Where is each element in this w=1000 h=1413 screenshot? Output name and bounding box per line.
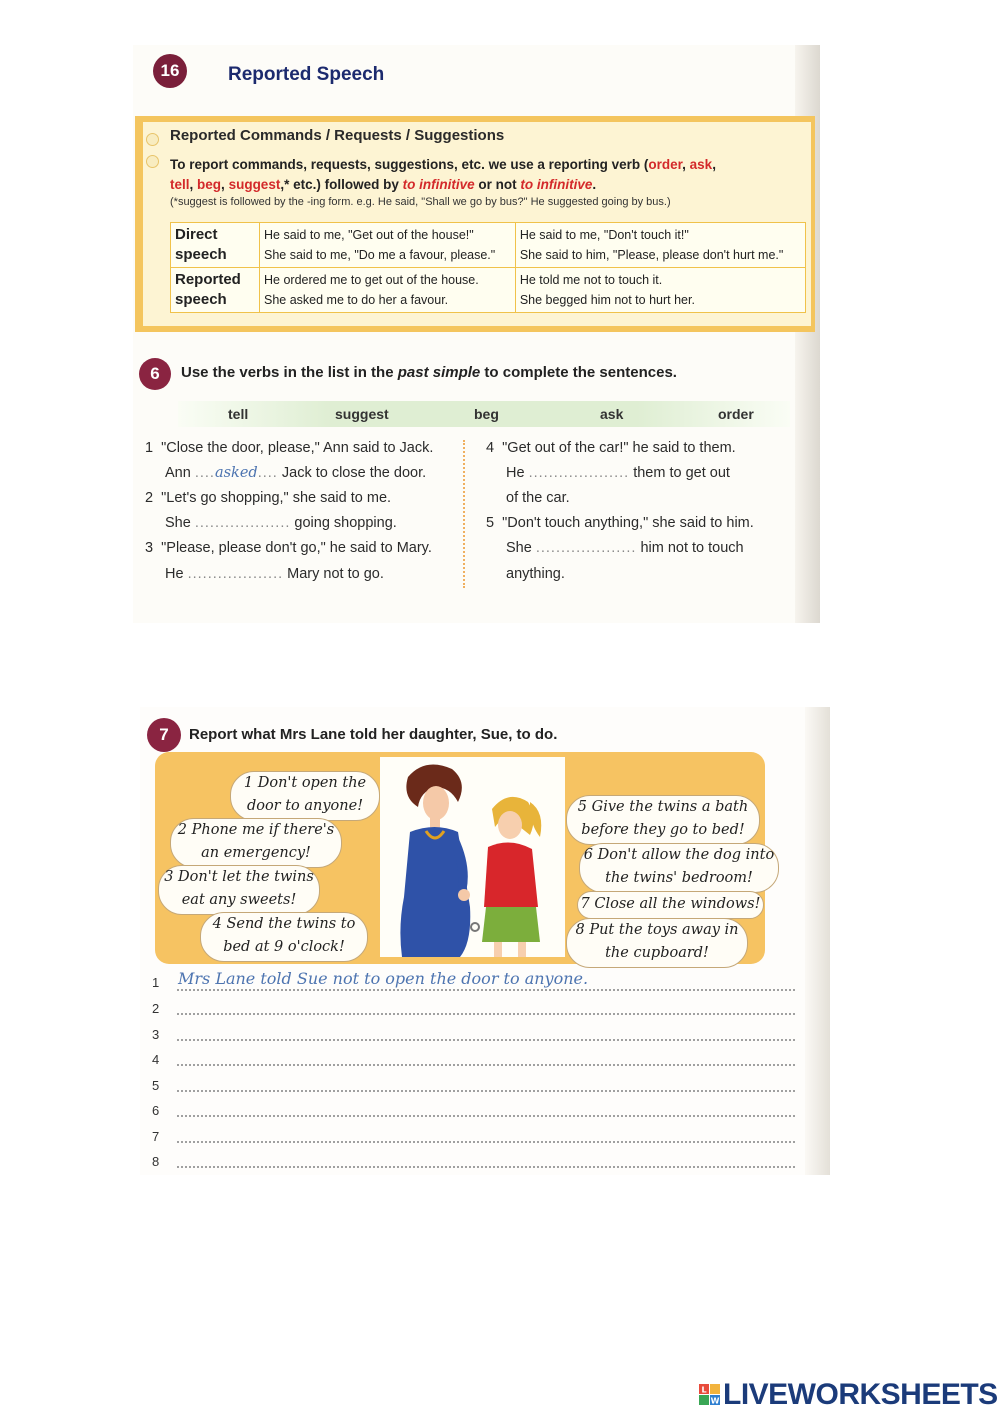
item-2-prompt: 2 "Let's go shopping," she said to me. [145,490,392,506]
exercise-7-badge: 7 [147,718,181,752]
grammar-note: (*suggest is followed by the -ing form. e.g. He said, "Shall we go by bus?" He suggested going by bus.) [170,196,671,208]
answer-number: 7 [152,1129,160,1144]
row-label: Reported speech [171,268,260,313]
item-2-answer[interactable]: ................... [194,515,291,531]
speech-bubble-5: 5 Give the twins a bath before they go to bed! [566,795,760,845]
speech-bubble-4: 4 Send the twins to bed at 9 o'clock! [200,912,368,962]
answer-number: 5 [152,1078,160,1093]
keys-icon [471,923,479,931]
answer-number: 6 [152,1103,160,1118]
logo-grid-icon [699,1384,721,1406]
logo-text: LIVEWORKSHEETS [723,1378,998,1411]
item-4-answer[interactable]: .................... [528,465,630,481]
mother-daughter-illustration [380,757,565,957]
daughter-face [498,811,522,839]
verb-ask: ask [600,406,624,422]
item-5-answer-line: She .................... him not to touch [506,540,744,556]
item-2-answer-line: She ................... going shopping. [165,515,397,531]
item-5-continuation: anything. [506,566,565,582]
answer-line-2[interactable] [177,1013,795,1015]
table-row [171,223,806,268]
item-4-prompt: 4 "Get out of the car!" he said to them. [486,440,736,456]
bullet-icon [146,133,159,146]
answer-line-4[interactable] [177,1064,795,1066]
table-cell: He told me not to touch it. She begged him not to hurt her. [515,268,805,313]
daughter-ponytail [530,802,541,837]
item-4-continuation: of the car. [506,490,570,506]
answer-line-1[interactable] [177,989,795,991]
exercise-6-instruction: Use the verbs in the list in the past simple to complete the sentences. [181,364,677,381]
item-5-prompt: 5 "Don't touch anything," she said to him. [486,515,754,531]
item-4-answer-line: He .................... them to get out [506,465,730,481]
logo-cell-w: W [710,1396,720,1406]
daughter-leg [494,942,502,957]
verb-suggest: suggest [335,406,389,422]
speech-bubble-1: 1 Don't open the door to anyone! [230,771,380,821]
answer-number: 8 [152,1154,160,1169]
answer-number: 4 [152,1052,160,1067]
table-cell: He said to me, "Get out of the house!" She said to me, "Do me a favour, please." [260,223,516,268]
answer-line-8[interactable] [177,1166,795,1168]
daughter-leg [518,942,526,957]
verb-tell: tell [228,406,249,422]
speech-bubble-8: 8 Put the toys away in the cupboard! [566,918,748,968]
verb-beg: beg [474,406,499,422]
unit-title: Reported Speech [228,64,385,85]
column-divider [463,440,465,588]
item-5-answer[interactable]: .................... [535,540,637,556]
mother-face [423,786,449,820]
speech-bubble-7: 7 Close all the windows! [577,891,764,919]
grammar-heading: Reported Commands / Requests / Suggestions [170,127,505,144]
item-1-answer[interactable]: asked [214,465,258,481]
unit-number-badge: 16 [153,54,187,88]
answer-line-5[interactable] [177,1090,795,1092]
answer-number: 1 [152,975,160,990]
answer-number: 3 [152,1027,160,1042]
table-row [171,268,806,313]
answer-number: 2 [152,1001,160,1016]
table-cell: He ordered me to get out of the house. She asked me to do her a favour. [260,268,516,313]
grammar-table [170,222,806,313]
bullet-icon [146,155,159,168]
table-cell: He said to me, "Don't touch it!" She said to him, "Please, please don't hurt me." [515,223,805,268]
verb-order: order [718,406,754,422]
item-1-answer-line: Ann ....asked.... Jack to close the door. [165,465,427,481]
page-bottom-shadow [805,707,830,1175]
daughter-top [484,842,538,907]
answer-line-6[interactable] [177,1115,795,1117]
answer-line-7[interactable] [177,1141,795,1143]
grammar-rule: To report commands, requests, suggestions, etc. we use a reporting verb (order, ask, tell, beg, suggest,* etc.) followed by to infinitive or not to infinitive. [170,157,716,192]
item-3-answer-line: He ................... Mary not to go. [165,566,384,582]
logo-cell-l: L [701,1385,707,1395]
speech-bubble-6: 6 Don't allow the dog into the twins' bedroom! [579,843,779,893]
speech-bubble-2: 2 Phone me if there's an emergency! [170,818,342,868]
row-label: Direct speech [171,223,260,268]
item-3-answer[interactable]: ................... [187,566,284,582]
answer-1-text[interactable]: Mrs Lane told Sue not to open the door to anyone. [178,969,592,988]
daughter-skirt [482,907,540,942]
item-3-prompt: 3 "Please, please don't go," he said to Mary. [145,540,432,556]
speech-bubble-3: 3 Don't let the twins eat any sweets! [158,865,320,915]
mother-hand [458,889,470,901]
exercise-6-badge: 6 [139,358,171,390]
item-1-prompt: 1 "Close the door, please," Ann said to Jack. [145,440,434,456]
exercise-7-instruction: Report what Mrs Lane told her daughter, Sue, to do. [189,726,558,743]
answer-line-3[interactable] [177,1039,795,1041]
